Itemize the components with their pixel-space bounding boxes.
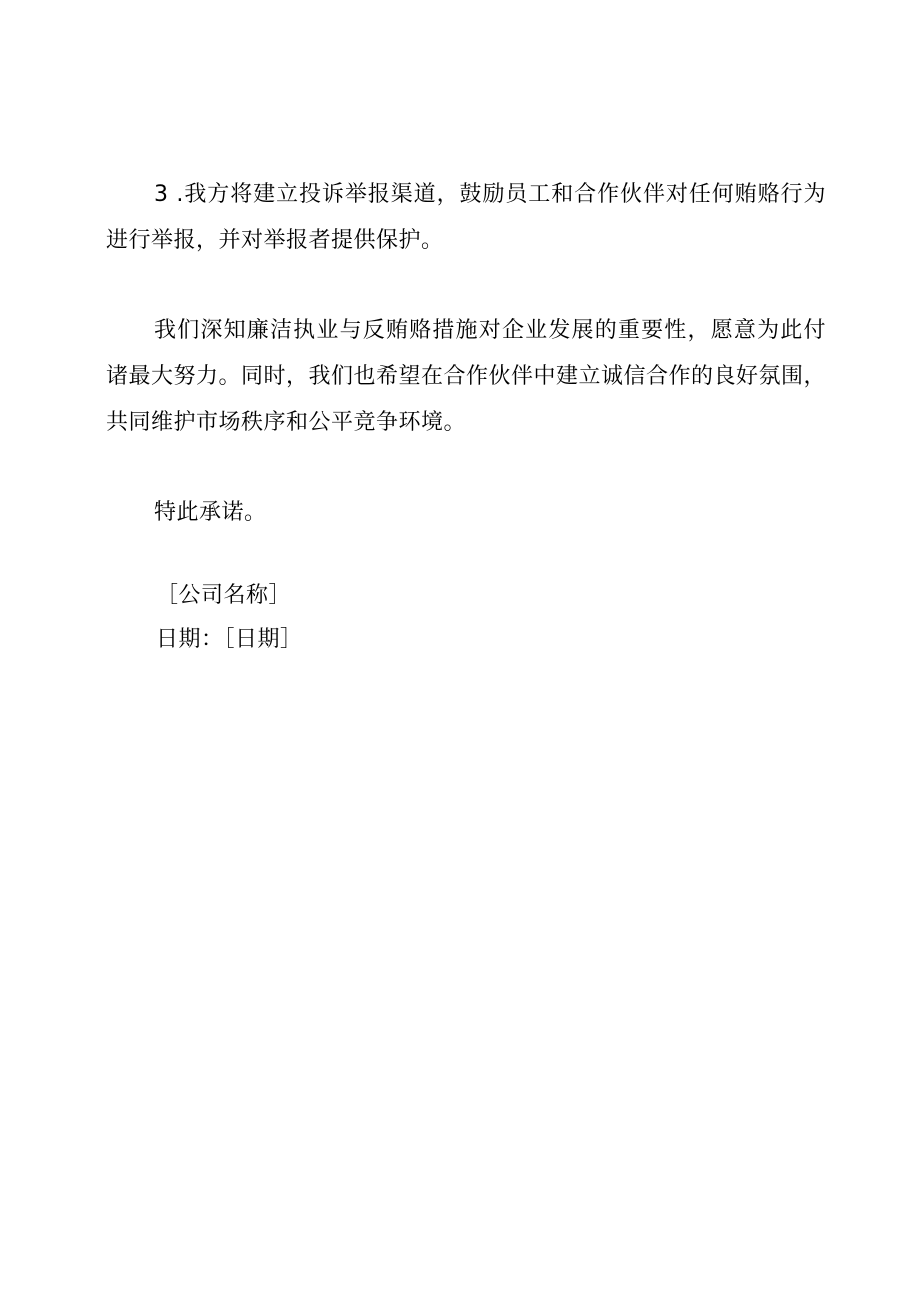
company-name: ［公司名称］ [156,583,292,608]
signature-block [106,574,826,662]
paragraph-commitment: 我们深知廉洁执业与反贿赂措施对企业发展的重要性，愿意为此付诸最大努力。同时，我们也希望在合作伙伴中建立诚信合作的良好氛围，共同维护市场秩序和公平竞争环境。 [106,318,827,435]
paragraph-reporting-channel: 3 .我方将建立投诉举报渠道，鼓励员工和合作伙伴对任何贿赂行为进行举报，并对举报者提供保护。 [106,182,826,253]
paragraph-closing: 特此承诺。 [154,500,267,525]
document-body [106,172,826,662]
date-line: 日期：［日期］ [156,627,303,652]
